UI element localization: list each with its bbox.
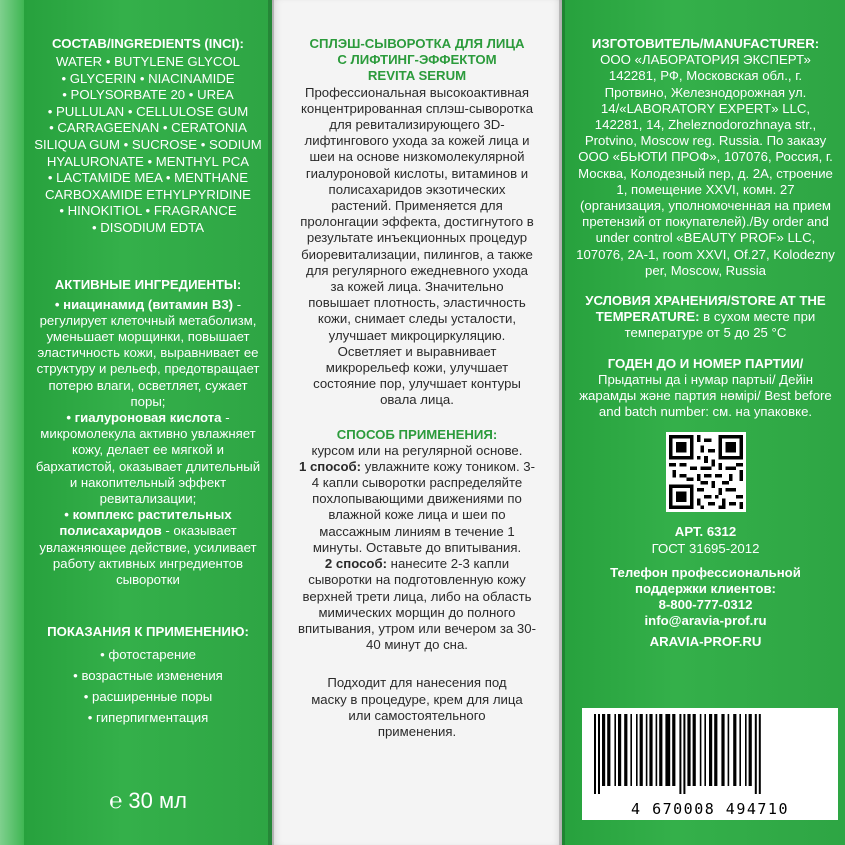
indications-title: ПОКАЗАНИЯ К ПРИМЕНЕНИЮ: <box>47 624 249 640</box>
indication-item: • фотостарение <box>34 644 262 665</box>
ingredients-line: CARBOXAMIDE ETHYLPYRIDINE <box>45 186 251 202</box>
storage-block <box>576 293 835 342</box>
ingredients-line: • GLYCERIN • NIACINAMIDE <box>61 70 235 86</box>
active-ingredient-name: • ниацинамид (витамин B3) <box>54 296 234 312</box>
description-panel <box>272 0 562 845</box>
left-edge-strip <box>0 0 24 845</box>
indications-section <box>34 624 262 728</box>
ingredients-line: HYALURONATE • MENTHYL PCA <box>46 153 250 169</box>
barcode-number: 4 670008 494710 <box>631 800 789 818</box>
method-2 <box>280 556 554 653</box>
support-phone: 8-800-777-0312 <box>658 597 753 613</box>
storage-title: УСЛОВИЯ ХРАНЕНИЯ/STORE AT THE TEMPERATURE: <box>585 293 826 325</box>
indications-list <box>34 644 262 728</box>
expiry-title: ГОДЕН ДО И НОМЕР ПАРТИИ/ <box>607 355 804 371</box>
manufacturer-panel <box>562 0 845 845</box>
fold-line-right <box>559 0 565 845</box>
gost-number: ГОСТ 31695-2012 <box>651 540 760 556</box>
indication-item: • гиперпигментация <box>34 707 262 728</box>
ingredients-list <box>34 54 262 237</box>
ingredients-line: WATER • BUTYLENE GLYCOL <box>56 54 240 69</box>
active-ingredient-1 <box>34 297 262 410</box>
usage-footer: Подходит для нанесения под маску в процедуре, крем для лица или самостоятельного применения. <box>311 675 523 739</box>
qr-code-icon <box>666 432 746 512</box>
indication-item: • возрастные изменения <box>34 665 262 686</box>
ingredients-line: • POLYSORBATE 20 • UREA <box>62 87 234 103</box>
expiry-text: Прыдатны да і нумар партыі/ Дейін жарамды және партия нөмірі/ Best before and batch number: см. на упаковке. <box>579 371 832 420</box>
ingredients-line: • HINOKITIOL • FRAGRANCE <box>59 203 237 219</box>
product-title-line-1: СПЛЭШ-СЫВОРОТКА ДЛЯ ЛИЦА <box>309 36 525 51</box>
active-ingredient-2 <box>34 410 262 507</box>
manufacturer-text: ООО «ЛАБОРАТОРИЯ ЭКСПЕРТ» 142281, РФ, Московская обл., г. Протвино, Железнодорожная ул. 14/«LABORATORY EXPERT» LLC, 142281, 14, Zheleznodorozhnaya str., Protvino, Moscow reg. Russia. По заказу ООО «БЬЮТИ ПРОФ», 107076, Россия, г. Москва, Колодезный пер, д. 2А, строение 1, помещение XXVI, комн. 27 (организация, уполномоченная на прием претензий от покупателей)./By order and under control «BEAUTY PROF» LLC, 107076, 2А-1, room XXVI, Of.27, Kolodezny per, Moscow, Russia <box>576 52 835 278</box>
ingredients-line: • PULLULAN • CELLULOSE GUM <box>47 103 249 119</box>
support-title: Телефон профессиональной поддержки клиентов: <box>610 564 801 597</box>
active-ingredient-text: - микромолекула активно увлажняет кожу, делает ее мягкой и бархатистой, оказывает длительный и накопительный эффект ревитализации; <box>35 409 261 506</box>
support-email: info@aravia-prof.ru <box>644 613 767 629</box>
volume-label: ℮ 30 мл <box>109 788 187 813</box>
barcode-bars <box>582 708 838 794</box>
product-description: Профессиональная высокоактивная концентрированная сплэш-сыворотка для ревитализирующего 3D-лифтингового ухода за кожей лица и шеи на основе низкомолекулярной гиалуроновой кислоты, витаминов и полисахаридов экзотических растений. Применяется для пролонгации эффекта, достигнутого в результате инъекционных процедур биоревитализации, пилингов, а также для регулярного ежедневного ухода за кожей лица. Значительно повышает плотность, эластичность кожи, снимает следы усталости, улучшает микроциркуляцию. Осветляет и выравнивает микрорельеф кожи, улучшает состояние пор, улучшает контуры овала лица. <box>300 84 534 408</box>
manufacturer-title: ИЗГОТОВИТЕЛЬ/MANUFACTURER: <box>591 36 820 51</box>
ingredients-line: • LACTAMIDE MEA • MENTHANE <box>47 170 249 186</box>
ingredients-panel <box>24 0 272 845</box>
fold-line-left <box>268 0 274 845</box>
active-ingredient-name: • комплекс растительных полисахаридов <box>59 507 232 539</box>
method-2-text: нанесите 2-3 капли сыворотки на подготовленную кожу верхней трети лица, либо на область мимических морщин до полного впитывания, утром или вечером за 30-40 минут до сна. <box>298 556 536 653</box>
product-title-line-2: С ЛИФТИНГ-ЭФФЕКТОМ <box>337 52 497 68</box>
active-ingredient-text: - регулирует клеточный метаболизм, уменьшает морщинки, повышает эластичность кожи, выравнивает ее структуру и рельеф, предотвращает потерю влаги, осветляет, сужает поры; <box>36 296 260 409</box>
method-intro: курсом или на регулярной основе. <box>311 442 523 458</box>
ingredients-line: SILIQUA GUM • SUCROSE • SODIUM <box>34 136 262 152</box>
method-title: СПОСОБ ПРИМЕНЕНИЯ: <box>336 426 498 442</box>
active-ingredient-text: - оказывает увлажняющее действие, усиливает работу активных ингредиентов сыворотки <box>39 523 257 587</box>
barcode <box>582 708 838 820</box>
active-ingredients-section <box>34 277 262 589</box>
method-1-text: увлажните кожу тоником. 3-4 капли сыворотки распределяйте похлопывающими движениями по влажной коже лица и шеи по массажным линиям в течение 1 минуты. Оставьте до впитывания. <box>311 458 536 555</box>
website: ARAVIA-PROF.RU <box>649 633 762 649</box>
active-ingredient-3 <box>34 507 262 588</box>
method-1 <box>280 459 554 556</box>
ingredients-line: • DISODIUM EDTA <box>91 219 205 235</box>
product-title-line-3: REVITA SERUM <box>367 68 467 84</box>
ingredients-line: • CARRAGEENAN • CERATONIA <box>49 120 247 136</box>
active-ingredient-name: • гиалуроновая кислота <box>66 409 222 425</box>
ingredients-title: СОСТАВ/INGREDIENTS (INCI): <box>52 36 244 51</box>
indication-item: • расширенные поры <box>34 686 262 707</box>
active-ingredients-title: АКТИВНЫЕ ИНГРЕДИЕНТЫ: <box>54 276 242 292</box>
article-number: АРТ. 6312 <box>674 524 737 540</box>
storage-text: в сухом месте при температуре от 5 до 25 °С <box>624 309 816 341</box>
method-1-label: 1 способ: <box>298 458 362 474</box>
method-2-label: 2 способ: <box>324 556 388 572</box>
